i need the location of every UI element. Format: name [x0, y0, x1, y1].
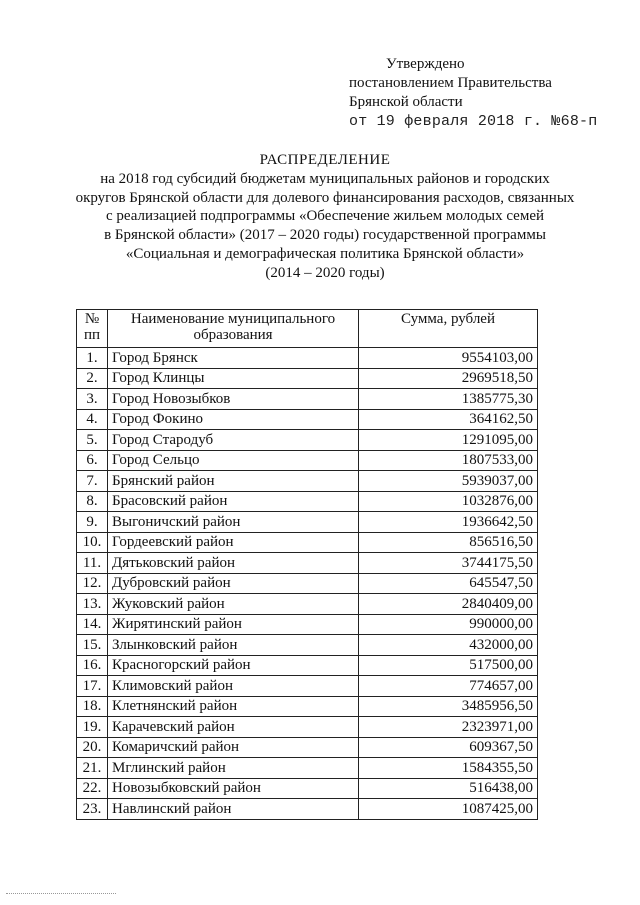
table-row — [77, 389, 538, 410]
row-number: 21. — [77, 758, 108, 779]
row-municipality: Жуковский район — [108, 594, 359, 615]
approval-region: Брянской области — [349, 94, 463, 110]
table-row — [77, 532, 538, 553]
title-line: с реализацией подпрограммы «Обеспечение жильем молодых семей — [105, 208, 545, 225]
row-municipality: Выгоничский район — [108, 512, 359, 533]
row-number: 20. — [77, 737, 108, 758]
row-sum: 2323971,00 — [359, 717, 538, 738]
table-row — [77, 696, 538, 717]
table-row — [77, 594, 538, 615]
row-sum: 517500,00 — [359, 655, 538, 676]
row-number: 16. — [77, 655, 108, 676]
row-sum: 5939037,00 — [359, 471, 538, 492]
row-sum: 990000,00 — [359, 614, 538, 635]
table-row — [77, 450, 538, 471]
header-number: № пп — [77, 310, 108, 348]
table-row — [77, 717, 538, 738]
table-row — [77, 799, 538, 820]
row-number: 12. — [77, 573, 108, 594]
row-number: 4. — [77, 409, 108, 430]
row-sum: 1584355,50 — [359, 758, 538, 779]
table-row — [77, 471, 538, 492]
row-municipality: Город Фокино — [108, 409, 359, 430]
row-municipality: Климовский район — [108, 676, 359, 697]
row-municipality: Мглинский район — [108, 758, 359, 779]
row-number: 11. — [77, 553, 108, 574]
title-line: в Брянской области» (2017 – 2020 годы) государственной программы — [104, 227, 546, 244]
row-number: 13. — [77, 594, 108, 615]
row-number: 17. — [77, 676, 108, 697]
table-row — [77, 553, 538, 574]
table-row — [77, 635, 538, 656]
row-number: 8. — [77, 491, 108, 512]
row-municipality: Жирятинский район — [108, 614, 359, 635]
row-sum: 1936642,50 — [359, 512, 538, 533]
row-number: 1. — [77, 348, 108, 369]
title-line: (2014 – 2020 годы) — [265, 264, 385, 281]
row-municipality: Навлинский район — [108, 799, 359, 820]
row-municipality: Брянский район — [108, 471, 359, 492]
row-number: 9. — [77, 512, 108, 533]
row-number: 19. — [77, 717, 108, 738]
row-sum: 3744175,50 — [359, 553, 538, 574]
approval-stamp — [349, 55, 629, 131]
row-sum: 1385775,30 — [359, 389, 538, 410]
row-municipality: Дятьковский район — [108, 553, 359, 574]
table-row — [77, 737, 538, 758]
row-municipality: Карачевский район — [108, 717, 359, 738]
row-municipality: Город Стародуб — [108, 430, 359, 451]
row-sum: 1291095,00 — [359, 430, 538, 451]
row-municipality: Город Брянск — [108, 348, 359, 369]
approval-approved: Утверждено — [386, 56, 465, 72]
table-row — [77, 778, 538, 799]
table-row — [77, 758, 538, 779]
row-municipality: Новозыбковский район — [108, 778, 359, 799]
table-row — [77, 655, 538, 676]
row-number: 7. — [77, 471, 108, 492]
title-line: «Социальная и демографическая политика Брянской области» — [125, 245, 525, 262]
row-number: 5. — [77, 430, 108, 451]
row-sum: 364162,50 — [359, 409, 538, 430]
row-sum: 9554103,00 — [359, 348, 538, 369]
table-row — [77, 676, 538, 697]
row-sum: 3485956,50 — [359, 696, 538, 717]
row-municipality: Брасовский район — [108, 491, 359, 512]
row-municipality: Клетнянский район — [108, 696, 359, 717]
header-sum: Сумма, рублей — [359, 310, 538, 348]
table-row — [77, 348, 538, 369]
row-municipality: Город Клинцы — [108, 368, 359, 389]
table-row — [77, 430, 538, 451]
table-row — [77, 409, 538, 430]
row-number: 23. — [77, 799, 108, 820]
row-sum: 774657,00 — [359, 676, 538, 697]
table-row — [77, 512, 538, 533]
row-number: 22. — [77, 778, 108, 799]
row-municipality: Город Новозыбков — [108, 389, 359, 410]
row-sum: 856516,50 — [359, 532, 538, 553]
table-row — [77, 491, 538, 512]
row-municipality: Красногорский район — [108, 655, 359, 676]
row-sum: 432000,00 — [359, 635, 538, 656]
title-heading: РАСПРЕДЕЛЕНИЕ — [259, 152, 391, 168]
row-sum: 1087425,00 — [359, 799, 538, 820]
row-sum: 2969518,50 — [359, 368, 538, 389]
row-municipality: Город Сельцо — [108, 450, 359, 471]
title-line: округов Брянской области для долевого финансирования расходов, связанных — [75, 189, 575, 206]
row-number: 15. — [77, 635, 108, 656]
approval-date: от 19 февраля 2018 г. №68-п — [349, 113, 598, 130]
row-number: 2. — [77, 368, 108, 389]
row-sum: 2840409,00 — [359, 594, 538, 615]
row-municipality: Дубровский район — [108, 573, 359, 594]
row-number: 10. — [77, 532, 108, 553]
table-row — [77, 368, 538, 389]
row-municipality: Комаричский район — [108, 737, 359, 758]
distribution-table — [76, 309, 538, 820]
title-line: на 2018 год субсидий бюджетам муниципальных районов и городских — [100, 170, 550, 187]
header-name: Наименование муниципального образования — [108, 310, 359, 348]
table-header-row — [77, 310, 538, 348]
table-row — [77, 573, 538, 594]
row-sum: 645547,50 — [359, 573, 538, 594]
row-number: 14. — [77, 614, 108, 635]
row-number: 6. — [77, 450, 108, 471]
approval-resolution: постановлением Правительства — [349, 75, 552, 91]
row-sum: 1807533,00 — [359, 450, 538, 471]
document-title — [40, 151, 610, 283]
table-row — [77, 614, 538, 635]
table-body — [77, 348, 538, 820]
row-number: 18. — [77, 696, 108, 717]
row-sum: 609367,50 — [359, 737, 538, 758]
row-sum: 1032876,00 — [359, 491, 538, 512]
row-municipality: Гордеевский район — [108, 532, 359, 553]
row-sum: 516438,00 — [359, 778, 538, 799]
row-number: 3. — [77, 389, 108, 410]
scan-edge-mark — [6, 893, 116, 895]
row-municipality: Злынковский район — [108, 635, 359, 656]
